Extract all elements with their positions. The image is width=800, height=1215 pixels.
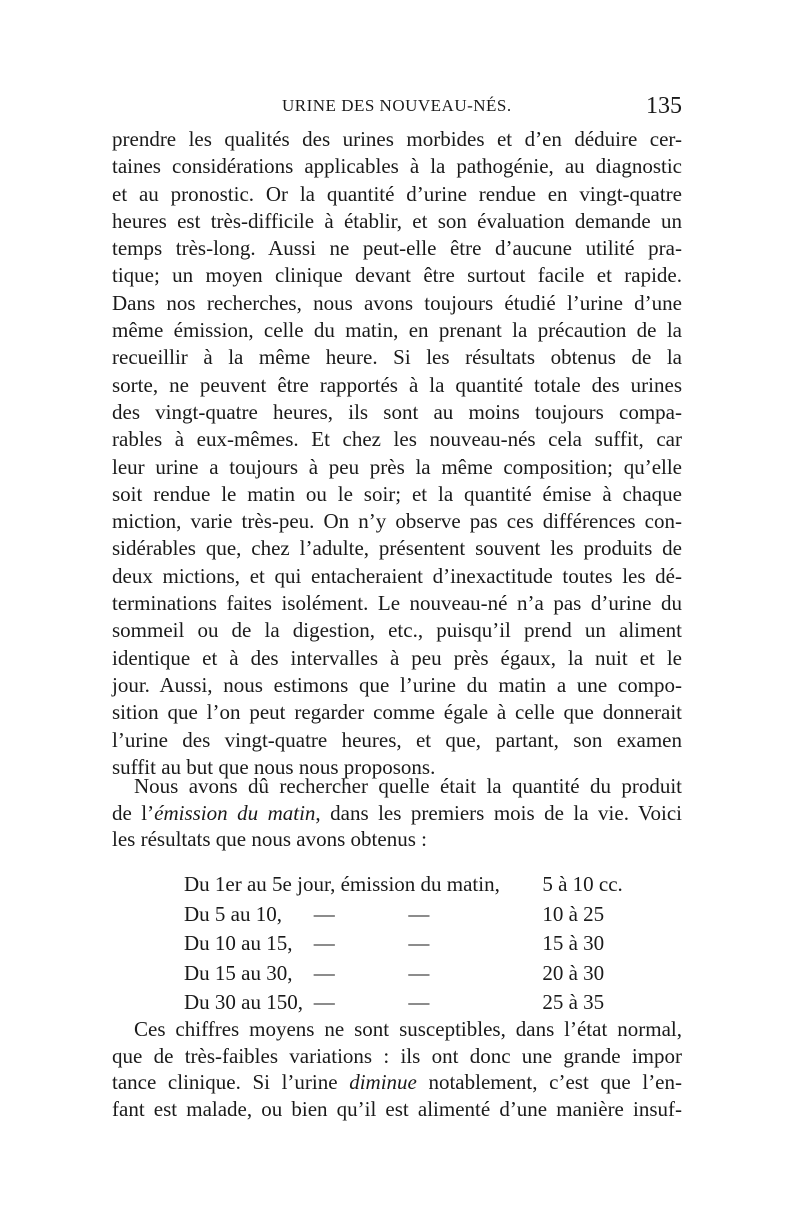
table-cell-dash: — [408,931,430,956]
table-cell-dash: — [313,990,335,1015]
text-line: terminations faites isolément. Le nouveau-né n’a pas d’urine du [112,591,682,616]
table-row [184,929,664,959]
text-line: miction, varie très-peu. On n’y observe pas ces différences con- [112,509,682,534]
table-cell-value: 20 à 30 [542,960,605,985]
table-cell-value: 15 à 30 [542,931,605,956]
text-line: temps très-long. Aussi ne peut-elle être d’aucune utilité pra- [112,236,682,261]
table-cell-value: 25 à 35 [542,990,605,1015]
table-cell-dash: — [408,960,430,985]
text-line: les résultats que nous avons obtenus : [112,827,427,852]
text-line: deux mictions, et qui entacheraient d’inexactitude toutes les dé- [112,563,682,588]
page-number: 135 [646,93,682,119]
text-line: sition que l’on peut regarder comme égale à celle que donnerait [112,700,682,725]
text-line: et au pronostic. Or la quantité d’urine rendue en vingt-quatre [112,181,682,206]
text-line: de l’émission du matin, dans les premiers mois de la vie. Voici [112,800,682,825]
table-row [184,870,664,900]
table-cell-dash: — [313,960,335,985]
table-cell-range: Du 15 au 30, [184,960,293,985]
running-title: URINE DES NOUVEAU-NÉS. [282,96,512,115]
text-line: sidérables que, chez l’adulte, présentent souvent les produits de [112,536,682,561]
text-line: soit rendue le matin ou le soir; et la quantité émise à chaque [112,481,682,506]
table-cell-dash: — [313,901,335,926]
running-header [112,93,682,126]
text-line: identique et à des intervalles à peu près égaux, la nuit et le [112,645,682,670]
text-line: leur urine a toujours à peu près la même composition; qu’elle [112,454,682,479]
paragraph-1 [112,126,682,781]
emphasis-text: émission du matin [154,800,316,825]
text-line: sommeil ou de la digestion, etc., puisqu’il prend un aliment [112,618,682,643]
text-line: Dans nos recherches, nous avons toujours étudié l’urine d’une [112,290,682,315]
table-cell-range: Du 30 au 150, [184,990,303,1015]
text-line: Nous avons dû rechercher quelle était la quantité du produit [134,774,682,798]
text-line: taines considérations applicables à la pathogénie, au diagnostic [112,154,682,179]
table-cell-dash: — [408,901,430,926]
table-cell-range: Du 1er au 5e jour, émission du matin, [184,872,500,897]
text-line: rables à eux-mêmes. Et chez les nouveau-nés cela suffit, car [112,427,682,452]
text-line: heures est très-difficile à établir, et son évaluation demande un [112,208,682,233]
text-line: recueillir à la même heure. Si les résultats obtenus de la [112,345,682,370]
table-cell-range: Du 5 au 10, [184,901,282,926]
text-line: l’urine des vingt-quatre heures, et que, partant, son examen [112,727,682,752]
text-line: tance clinique. Si l’urine diminue notablement, c’est que l’en- [112,1070,682,1095]
table-cell-range: Du 10 au 15, [184,931,293,956]
table-cell-value: 10 à 25 [542,901,605,926]
text-line: Ces chiffres moyens ne sont susceptibles, dans l’état normal, [134,1017,682,1041]
paragraph-2 [112,773,682,853]
text-line: suffit au but que nous nous proposons. [112,754,436,779]
text-line: tique; un moyen clinique devant être surtout facile et rapide. [112,263,682,288]
emphasis-text: diminue [349,1070,417,1095]
paragraph-3 [112,1016,682,1122]
urine-quantity-table [184,870,664,1018]
table-cell-dash: — [313,931,335,956]
text-line: des vingt-quatre heures, ils sont au moins toujours compa- [112,399,682,424]
text-line: fant est malade, ou bien qu’il est alimenté d’une manière insuf- [112,1096,682,1121]
table-cell-value: 5 à 10 cc. [542,872,623,897]
table-cell-dash: — [408,990,430,1015]
text-line: jour. Aussi, nous estimons que l’urine du matin a une compo- [112,672,682,697]
text-line: sorte, ne peuvent être rapportés à la quantité totale des urines [112,372,682,397]
text-line: même émission, celle du matin, en prenant la précaution de la [112,318,682,343]
table-row [184,900,664,930]
table-row [184,988,664,1018]
text-line: prendre les qualités des urines morbides et d’en déduire cer- [112,127,682,151]
table-row [184,959,664,989]
text-line: que de très-faibles variations : ils ont donc une grande impor [112,1043,682,1068]
